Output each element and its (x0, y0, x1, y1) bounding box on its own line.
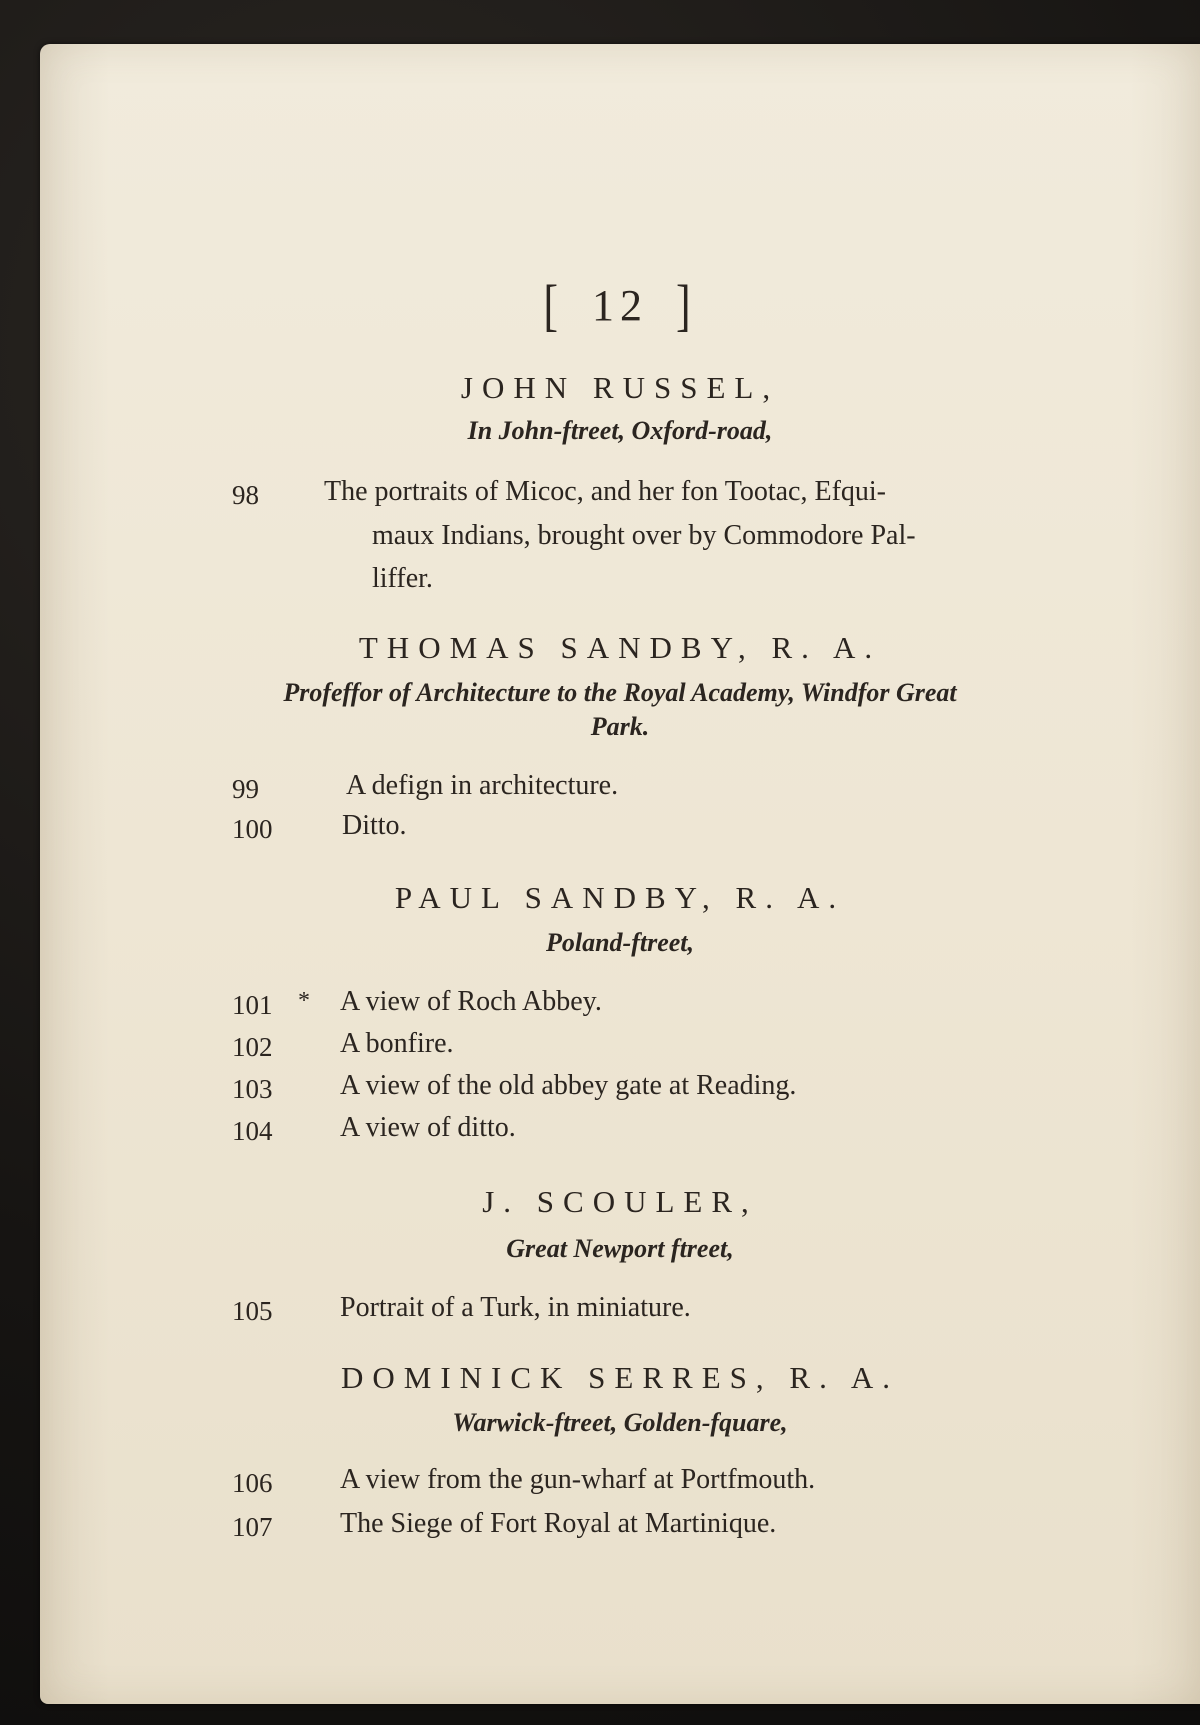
entry-number: 99 (232, 774, 259, 804)
entry-text: A view of Roch Abbey. (340, 986, 602, 1017)
bracket-close: ] (676, 273, 697, 338)
entry-number: 101 (232, 990, 273, 1020)
artist-heading-thomas-sandby: THOMAS SANDBY, R. A. (358, 630, 882, 665)
entry-number: 106 (232, 1468, 273, 1498)
artist-heading-dominick-serres: DOMINICK SERRES, R. A. (341, 1360, 899, 1395)
entry-text: Ditto. (342, 810, 407, 841)
artist-address-john-russel: In John-ftreet, Oxford-road, (467, 416, 773, 445)
entry-text: A defign in architecture. (346, 770, 619, 801)
entry-number: 98 (232, 480, 259, 510)
bracket-open: [ (543, 273, 564, 338)
entry-number: 102 (232, 1032, 273, 1062)
entry-text: A view from the gun-wharf at Portfmouth. (340, 1464, 816, 1495)
entry-text: A view of ditto. (340, 1112, 516, 1143)
artist-address-paul-sandby: Poland-ftreet, (545, 928, 695, 957)
page-number (40, 273, 1200, 338)
entry-text: Portrait of a Turk, in miniature. (340, 1292, 691, 1323)
artist-address-dominick-serres: Warwick-ftreet, Golden-fquare, (452, 1408, 788, 1437)
asterisk-mark: * (298, 988, 310, 1014)
entry-number: 103 (232, 1074, 273, 1104)
artist-heading-paul-sandby: PAUL SANDBY, R. A. (394, 880, 846, 915)
entry-text: The Siege of Fort Royal at Martinique. (340, 1508, 777, 1539)
catalogue-page (40, 44, 1200, 1704)
artist-address-thomas-sandby: Profeffor of Architecture to the Royal Academy, Windfor Great (283, 678, 957, 707)
entry-number: 104 (232, 1116, 273, 1146)
entry-text-line: The portraits of Micoc, and her fon Tootac, Efqui- (324, 476, 887, 507)
artist-heading-john-russel: JOHN RUSSEL, (460, 370, 780, 405)
page-number-value: 12 (592, 281, 648, 330)
entry-text: A bonfire. (340, 1028, 454, 1059)
artist-address-thomas-sandby-cont: Park. (590, 712, 650, 741)
entry-text-line: maux Indians, brought over by Commodore Pal- (372, 520, 916, 551)
entry-text: A view of the old abbey gate at Reading. (340, 1070, 797, 1101)
entry-text-line: liffer. (372, 563, 433, 594)
entry-number: 100 (232, 814, 273, 844)
entry-number: 107 (232, 1512, 273, 1542)
artist-heading-j-scouler: J. SCOULER, (482, 1184, 758, 1219)
artist-address-j-scouler: Great Newport ftreet, (506, 1234, 734, 1263)
entry-number: 105 (232, 1296, 273, 1326)
